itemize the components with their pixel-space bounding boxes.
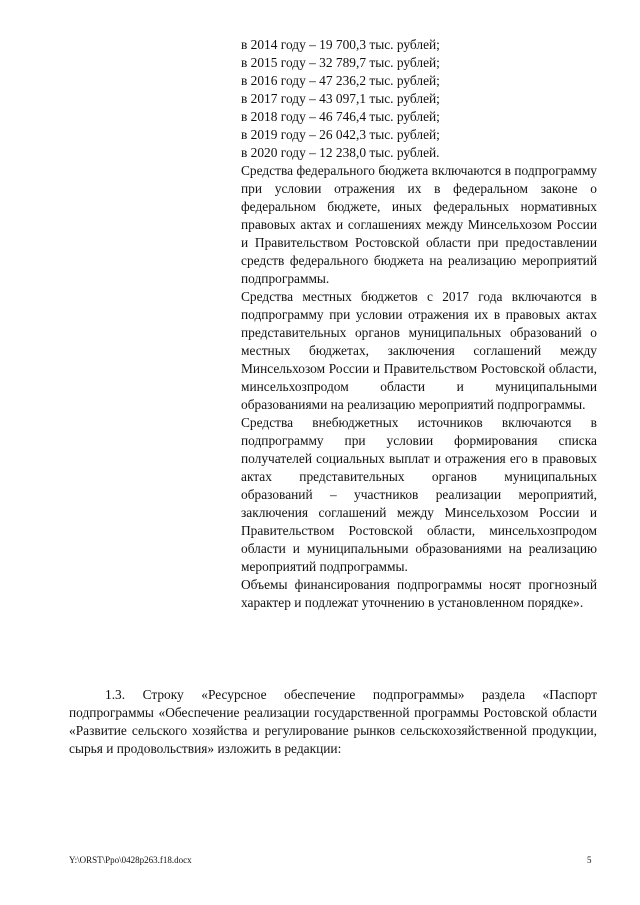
forecast-paragraph: Объемы финансирования подпрограммы носят прогнозный характер и подлежат уточнению в установленном порядке».	[241, 577, 597, 610]
funding-year-2017: в 2017 году – 43 097,1 тыс. рублей;	[241, 91, 440, 106]
extrabudgetary-paragraph: Средства внебюджетных источников включаются в подпрограмму при условии формирования списка получателей социальных выплат и отражения его в правовых актах представительных органов муниципальных образований – участников реализации мероприятий, заключения соглашений между Минсельхозом России и Правительством Ростовской области, минсельхозпродом области и муниципальными образованиями на реализацию мероприятий подпрограммы.	[241, 415, 597, 574]
amendment-paragraph: 1.3. Строку «Ресурсное обеспечение подпрограммы» раздела «Паспорт подпрограммы «Обеспечение реализации государственной программы Ростовской области «Развитие сельского хозяйства и регулирование рынков сельскохозяйственной продукции, сырья и продовольствия» изложить в редакции:	[69, 687, 597, 756]
footer-file-path: Y:\ORST\Ppo\0428p263.f18.docx	[69, 855, 192, 865]
funding-year-2014: в 2014 году – 19 700,3 тыс. рублей;	[241, 37, 440, 52]
funding-year-2016: в 2016 году – 47 236,2 тыс. рублей;	[241, 73, 440, 88]
funding-year-2019: в 2019 году – 26 042,3 тыс. рублей;	[241, 127, 440, 142]
footer-page-number: 5	[587, 855, 592, 865]
funding-column	[241, 36, 597, 612]
funding-year-2018: в 2018 году – 46 746,4 тыс. рублей;	[241, 109, 440, 124]
funding-year-2020: в 2020 году – 12 238,0 тыс. рублей.	[241, 145, 440, 160]
funding-year-2015: в 2015 году – 32 789,7 тыс. рублей;	[241, 55, 440, 70]
local-budget-paragraph: Средства местных бюджетов с 2017 года включаются в подпрограмму при условии отражения их в правовых актах представительных органов муниципальных образований о местных бюджетах, заключения соглашений между Минсельхозом России и Правительством Ростовской области, минсельхозпродом области и муниципальными образованиями на реализацию мероприятий подпрограммы.	[241, 289, 597, 412]
federal-budget-paragraph: Средства федерального бюджета включаются в подпрограмму при условии отражения их в федеральном законе о федеральном бюджете, иных федеральных нормативных правовых актах и соглашениях между Минсельхозом России и Правительством Ростовской области при предоставлении средств федерального бюджета на реализацию мероприятий подпрограммы.	[241, 163, 597, 286]
